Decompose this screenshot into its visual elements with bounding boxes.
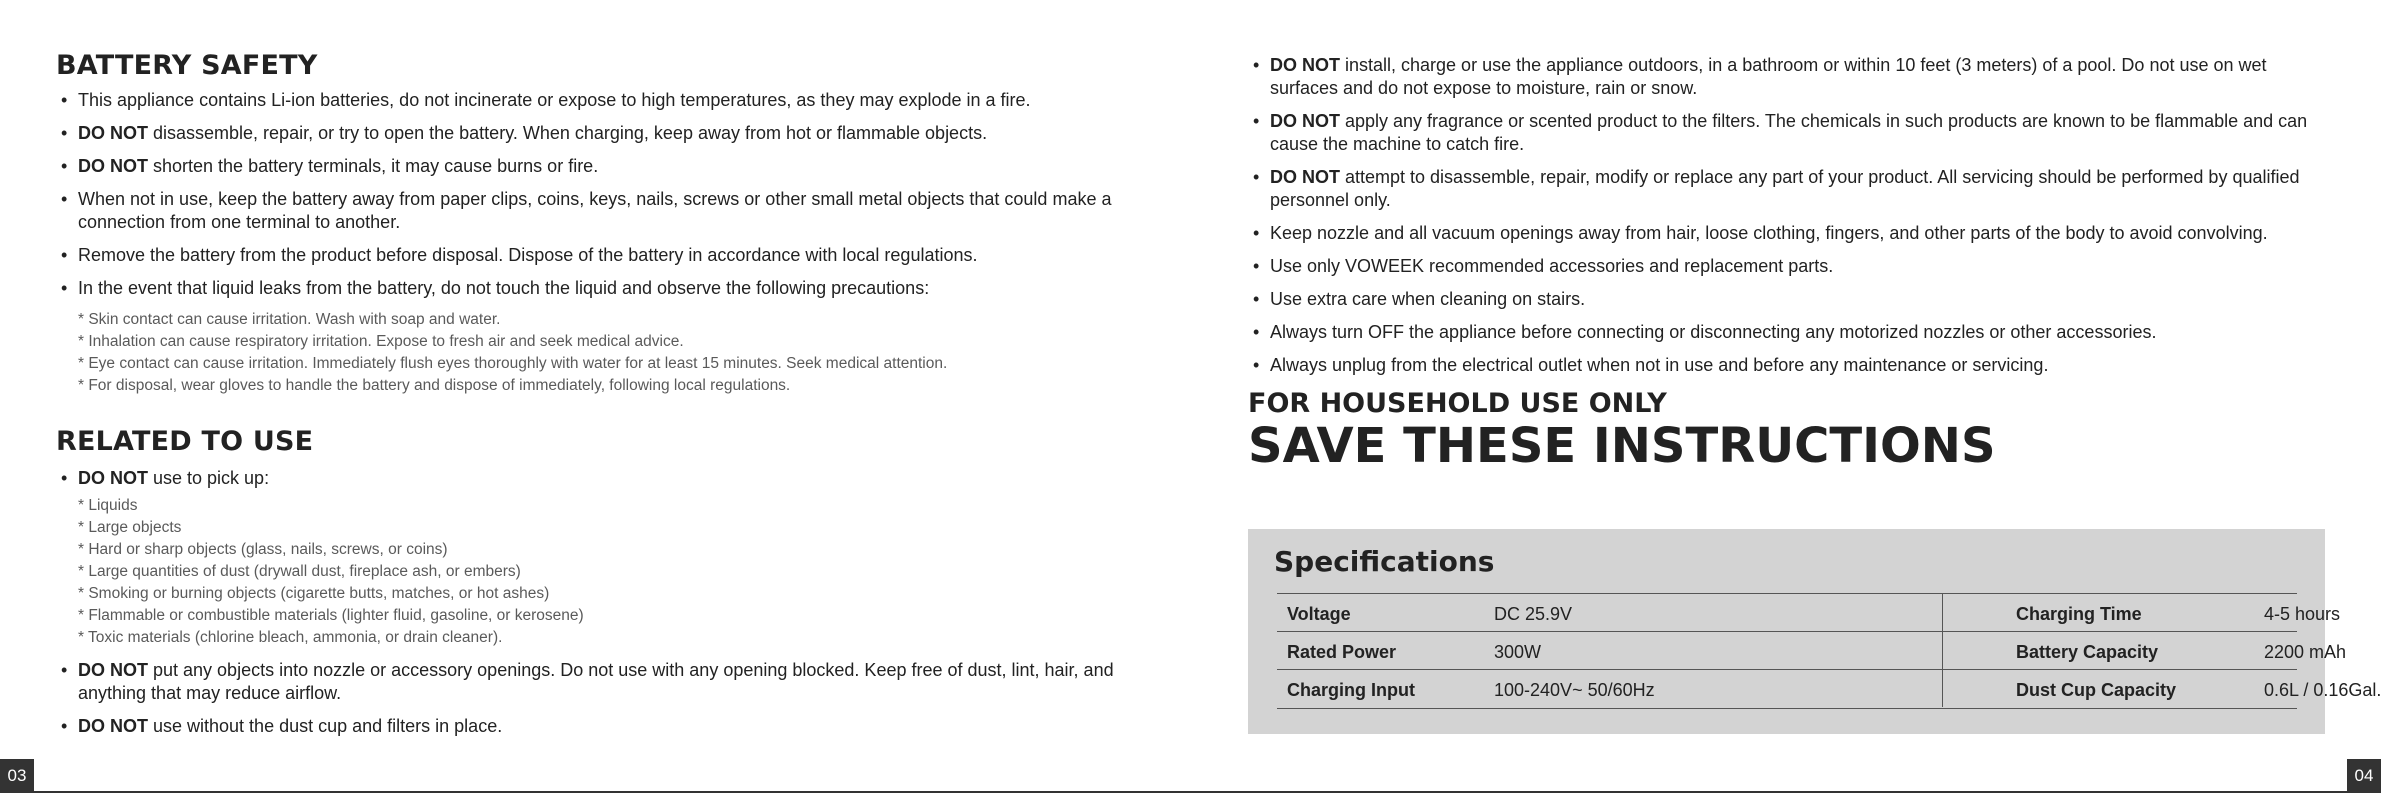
page-number-left: 03 — [0, 759, 34, 793]
spec-value: 100-240V~ 50/60Hz — [1494, 680, 1655, 700]
spec-value: DC 25.9V — [1494, 604, 1573, 624]
spec-value: 0.6L / 0.16Gal. — [2264, 680, 2381, 700]
spec-value: 4-5 hours — [2264, 604, 2341, 624]
warning-item: • Always turn OFF the appliance before connecting or disconnecting any motorized nozzles or other accessories. — [1253, 322, 2157, 342]
spec-row — [1277, 593, 2341, 632]
spec-label: Battery Capacity — [2016, 642, 2159, 662]
spec-value: 300W — [1494, 642, 1542, 662]
household-use-heading: FOR HOUSEHOLD USE ONLY — [1248, 388, 1667, 419]
spec-column-divider — [1942, 593, 1943, 707]
warning-item: • Use only VOWEEK recommended accessories and replacement parts. — [1253, 256, 1834, 276]
battery-item: • DO NOT disassemble, repair, or try to open the battery. When charging, keep away from hot or flammable objects. — [61, 123, 988, 143]
warning-item: • DO NOT attempt to disassemble, repair, modify or replace any part of your product. All servicing should be performed by qualified personnel only. — [1253, 167, 2300, 210]
battery-item: • DO NOT shorten the battery terminals, it may cause burns or fire. — [61, 156, 599, 176]
battery-item: • Remove the battery from the product before disposal. Dispose of the battery in accordance with local regulations. — [61, 245, 978, 265]
pick-up-item: * Hard or sharp objects (glass, nails, screws, or coins) — [78, 541, 448, 558]
specifications-panel — [1248, 529, 2381, 734]
related-to-use-heading: RELATED TO USE — [56, 426, 314, 457]
specifications-table — [1277, 593, 2381, 707]
pick-up-item: * Large quantities of dust (drywall dust, fireplace ash, or embers) — [78, 563, 521, 580]
spec-label: Rated Power — [1287, 642, 1397, 662]
specifications-title: Specifications — [1274, 545, 1495, 578]
battery-item: • This appliance contains Li-ion batteries, do not incinerate or expose to high temperatures, as they may explode in a fire. — [61, 90, 1031, 110]
related-item: • DO NOT put any objects into nozzle or accessory openings. Do not use with any opening blocked. Keep free of dust, lint, hair, and anything that may reduce airflow. — [61, 660, 1114, 703]
warning-item: • Always unplug from the electrical outlet when not in use and before any maintenance or servicing. — [1253, 355, 2049, 375]
battery-item: • In the event that liquid leaks from the battery, do not touch the liquid and observe the following precautions: — [61, 278, 930, 298]
save-instructions-heading: SAVE THESE INSTRUCTIONS — [1248, 418, 1996, 474]
precaution-item: * Eye contact can cause irritation. Immediately flush eyes thoroughly with water for at least 15 minutes. Seek medical attention. — [78, 355, 948, 372]
pick-up-item: * Large objects — [78, 519, 182, 536]
page-number-right: 04 — [2347, 759, 2381, 793]
precaution-item: * For disposal, wear gloves to handle the battery and dispose of immediately, following local regulations. — [78, 377, 791, 394]
pick-up-item: * Flammable or combustible materials (lighter fluid, gasoline, or kerosene) — [78, 607, 584, 624]
related-item: • DO NOT use without the dust cup and filters in place. — [61, 716, 503, 736]
warning-item: • Keep nozzle and all vacuum openings away from hair, loose clothing, fingers, and other parts of the body to avoid convolving. — [1253, 223, 2268, 243]
spec-row — [1277, 631, 2347, 670]
pick-up-item: * Smoking or burning objects (cigarette butts, matches, or hot ashes) — [78, 585, 550, 602]
spec-value: 2200 mAh — [2264, 642, 2347, 662]
spec-label: Charging Time — [2016, 604, 2142, 624]
warning-item: • DO NOT install, charge or use the appliance outdoors, in a bathroom or within 10 feet (3 meters) of a pool. Do not use on wet surfaces and do not expose to moisture, rain or snow. — [1253, 55, 2267, 98]
battery-item: • When not in use, keep the battery away from paper clips, coins, keys, nails, screws or other small metal objects that could make a connection from one terminal to another. — [61, 189, 1112, 232]
battery-safety-heading: BATTERY SAFETY — [56, 50, 318, 81]
spec-label: Charging Input — [1287, 680, 1415, 700]
spec-label: Dust Cup Capacity — [2016, 680, 2177, 700]
precaution-item: * Inhalation can cause respiratory irritation. Expose to fresh air and seek medical advice. — [78, 333, 684, 350]
related-item: • DO NOT use to pick up: — [61, 468, 270, 488]
pick-up-item: * Liquids — [78, 497, 138, 514]
pick-up-item: * Toxic materials (chlorine bleach, ammonia, or drain cleaner). — [78, 629, 503, 646]
precaution-item: * Skin contact can cause irritation. Wash with soap and water. — [78, 311, 501, 328]
warning-item: • Use extra care when cleaning on stairs. — [1253, 289, 1586, 309]
spec-label: Voltage — [1287, 604, 1351, 624]
warning-item: • DO NOT apply any fragrance or scented product to the filters. The chemicals in such products are known to be flammable and can cause the machine to catch fire. — [1253, 111, 2308, 154]
spec-row — [1277, 669, 2381, 709]
